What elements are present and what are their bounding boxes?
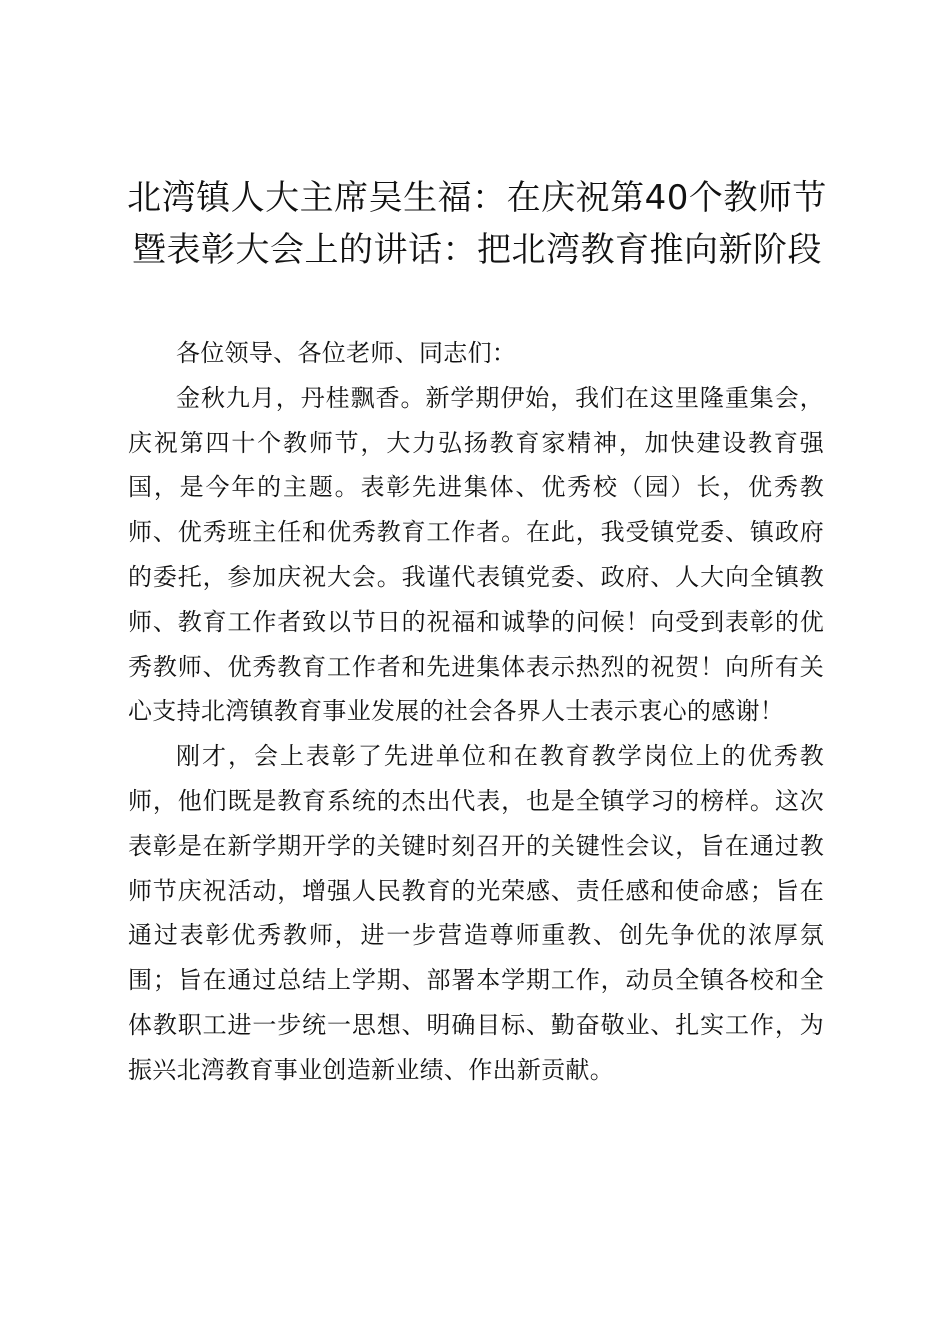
document-body — [128, 331, 824, 1093]
opening-paragraph: 金秋九月，丹桂飘香。新学期伊始，我们在这里隆重集会，庆祝第四十个教师节，大力弘扬教育家精神，加快建设教育强国，是今年的主题。表彰先进集体、优秀校（园）长，优秀教师、优秀班主任和优秀教育工作者。在此，我受镇党委、镇政府的委托，参加庆祝大会。我谨代表镇党委、政府、人大向全镇教师、教育工作者致以节日的祝福和诚挚的问候！向受到表彰的优秀教师、优秀教育工作者和先进集体表示热烈的祝贺！向所有关心支持北湾镇教育事业发展的社会各界人士表示衷心的感谢！ — [128, 383, 824, 726]
commendation-paragraph: 刚才，会上表彰了先进单位和在教育教学岗位上的优秀教师，他们既是教育系统的杰出代表，也是全镇学习的榜样。这次表彰是在新学期开学的关键时刻召开的关键性会议，旨在通过教师节庆祝活动，增强人民教育的光荣感、责任感和使命感；旨在通过表彰优秀教师，进一步营造尊师重教、创先争优的浓厚氛围；旨在通过总结上学期、部署本学期工作，动员全镇各校和全体教职工进一步统一思想、明确目标、勤奋敬业、扎实工作，为振兴北湾教育事业创造新业绩、作出新贡献。 — [128, 742, 824, 1084]
salutation-paragraph: 各位领导、各位老师、同志们： — [176, 339, 517, 367]
document-title: 北湾镇人大主席吴生福：在庆祝第40个教师节暨表彰大会上的讲话：把北湾教育推向新阶段 — [127, 178, 827, 270]
